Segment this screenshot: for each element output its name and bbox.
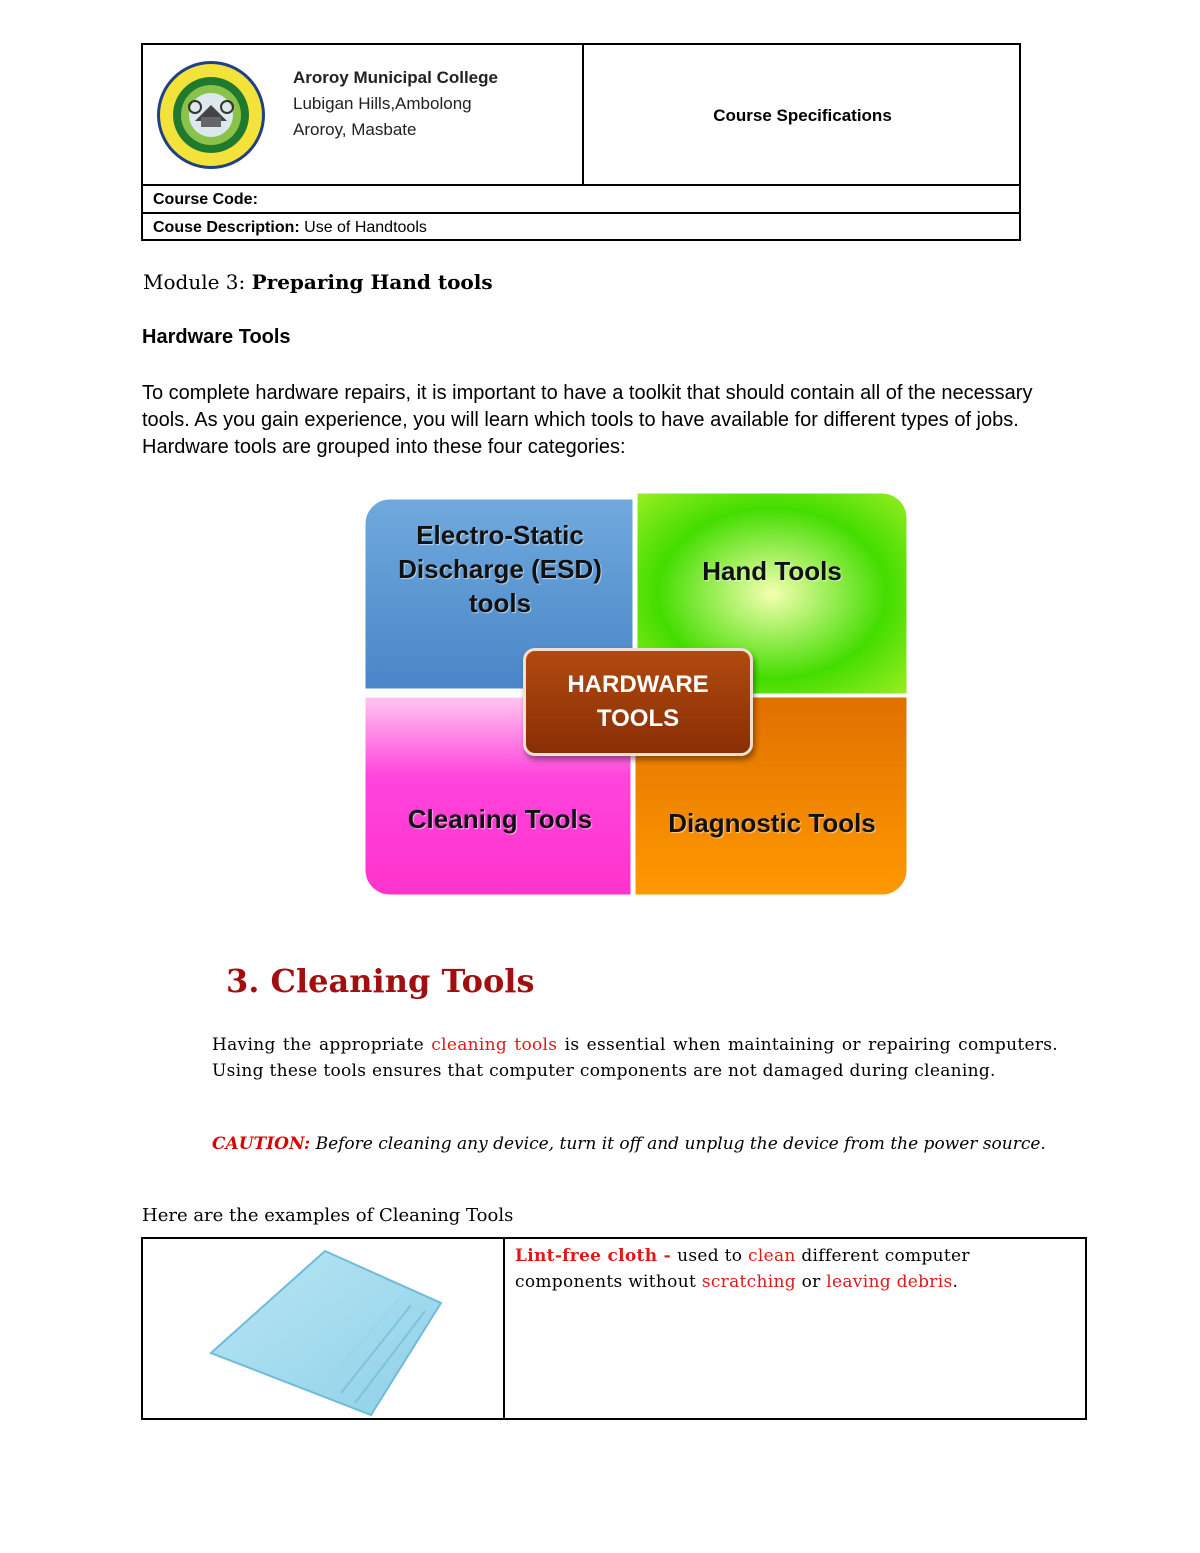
diagnostic-tools-label: Diagnostic Tools: [668, 808, 876, 838]
course-code-row: [143, 186, 1019, 214]
para-text-after: is essential when maintaining or repairing computers. Using these tools ensures that computer components are not damaged during cleaning.: [212, 1035, 1058, 1081]
college-address-line2: Aroroy, Masbate: [293, 120, 417, 139]
para-text-before: Having the appropriate: [212, 1035, 432, 1055]
examples-table: [141, 1237, 1087, 1420]
esd-label-line1: Electro-Static: [416, 520, 584, 550]
caution-text: Before cleaning any device, turn it off and unplug the device from the power source.: [310, 1134, 1046, 1154]
course-description-value: Use of Handtools: [299, 219, 427, 236]
hardware-tools-center-box: [523, 648, 753, 756]
module-prefix: Module 3:: [143, 270, 252, 294]
cleaning-tools-label: Cleaning Tools: [407, 804, 593, 834]
desc-highlight-clean: clean: [748, 1246, 796, 1266]
module-title: Preparing Hand tools: [251, 270, 493, 294]
header-table: [141, 43, 1021, 241]
caution-label: CAUTION:: [212, 1134, 311, 1154]
cleaning-paragraph: [212, 1032, 1058, 1084]
desc-part4: .: [952, 1272, 959, 1292]
examples-heading: Here are the examples of Cleaning Tools: [142, 1205, 514, 1226]
college-address-line1: Lubigan Hills,Ambolong: [293, 94, 472, 113]
desc-highlight-leaving-debris: leaving debris: [826, 1272, 953, 1292]
cleaning-tools-title: 3. Cleaning Tools: [226, 962, 535, 1000]
desc-part2: different computer components without: [515, 1246, 970, 1292]
course-description-label: Couse Description:: [153, 219, 300, 236]
esd-label-line2: Discharge (ESD): [398, 554, 602, 584]
lint-free-cloth-term: Lint-free cloth -: [515, 1246, 678, 1266]
para-highlight-cleaning-tools: cleaning tools: [431, 1035, 558, 1055]
course-specifications: Course Specifications: [713, 105, 892, 125]
hand-tools-label: Hand Tools: [702, 556, 842, 586]
desc-highlight-scratching: scratching: [701, 1272, 796, 1292]
desc-part3: or: [795, 1272, 827, 1292]
college-info: [293, 65, 498, 143]
lint-free-cloth-description: [515, 1243, 1075, 1295]
hardware-intro-paragraph: To complete hardware repairs, it is important to have a toolkit that should contain all of the necessary tools. As you gain experience, you will learn which tools to have available for different types of jobs. Hardware tools are grouped into these four categories:: [142, 382, 1033, 458]
desc-part1: used to: [677, 1246, 749, 1266]
hardware-tools-diagram: [362, 490, 910, 904]
center-label-line2: TOOLS: [596, 705, 680, 732]
esd-label-line3: tools: [468, 588, 532, 618]
center-label-line1: HARDWARE: [567, 671, 709, 698]
lint-free-cloth-image: [205, 1243, 445, 1419]
hardware-tools-title: Hardware Tools: [142, 326, 291, 348]
module-heading: [143, 270, 493, 294]
college-seal-icon: [155, 59, 267, 171]
caution-note: [212, 1132, 1058, 1156]
course-description-row: [143, 214, 1019, 241]
table-divider: [503, 1239, 505, 1418]
esd-tools-label: [382, 518, 618, 620]
course-code-label: Course Code:: [153, 191, 258, 208]
college-name: Aroroy Municipal College: [293, 68, 498, 87]
header-top-row: [143, 45, 1019, 186]
